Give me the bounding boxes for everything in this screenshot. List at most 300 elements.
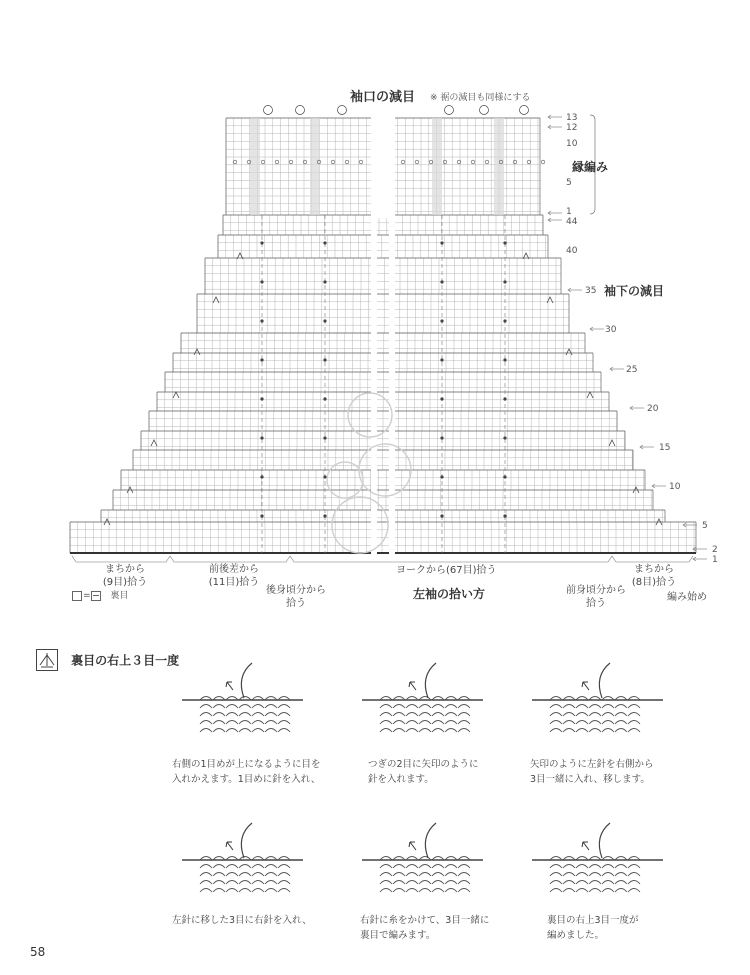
marker-dot <box>440 436 443 439</box>
section-title: 裏目の右上３目一度 <box>71 653 180 668</box>
stitch-loop <box>628 705 640 709</box>
stitch-loop <box>589 705 601 709</box>
row-number: 5 <box>702 521 708 531</box>
stitch-loop <box>265 705 277 709</box>
stitch-loop <box>239 729 251 733</box>
marker-dot <box>440 397 443 400</box>
stitch-loop <box>576 881 588 885</box>
label-line: 前身頃分から <box>566 585 626 596</box>
watermark-yarn-ball <box>327 462 363 498</box>
stitch-loop <box>278 865 290 869</box>
stitch-loop <box>278 729 290 733</box>
stitch-loop <box>419 705 431 709</box>
stitch-loop <box>419 713 431 717</box>
stitch-loop <box>200 705 212 709</box>
stitch-loop <box>602 865 614 869</box>
stitch-loop <box>445 889 457 893</box>
chart-title: 袖口の減目 <box>350 90 416 105</box>
yarn-over-mark <box>401 160 405 164</box>
stitch-loop <box>576 873 588 877</box>
step-4-illustration <box>180 820 305 905</box>
stitch-loop <box>576 721 588 725</box>
working-yarn <box>241 663 252 698</box>
pickup-brace <box>72 556 170 562</box>
stitch-count-marker <box>520 106 529 115</box>
working-yarn <box>241 823 252 858</box>
step-2-caption <box>368 757 479 787</box>
stitch-loop <box>432 713 444 717</box>
working-yarn <box>599 823 610 858</box>
stitch-loop <box>550 705 562 709</box>
empty-square-icon <box>72 591 82 601</box>
stitch-loop <box>380 889 392 893</box>
label-line: 前後差から <box>209 564 259 575</box>
stitch-loop <box>226 889 238 893</box>
row-number: 20 <box>647 404 659 414</box>
caption-line: 矢印のように左針を右側から <box>530 759 654 770</box>
marker-dot <box>260 280 263 283</box>
stitch-loop <box>563 873 575 877</box>
pickup-back-body <box>258 585 334 610</box>
stitch-loop <box>278 713 290 717</box>
caption-line: 左針に移した3目に右針を入れ、 <box>172 915 312 926</box>
stitch-loop <box>432 865 444 869</box>
stitch-loop <box>265 729 277 733</box>
pickup-gusset-right <box>619 564 689 589</box>
step-4-caption <box>172 913 312 928</box>
stitch-loop <box>239 865 251 869</box>
stitch-loop <box>563 721 575 725</box>
stitch-loop <box>432 889 444 893</box>
stitch-loop <box>628 881 640 885</box>
stitch-loop <box>628 721 640 725</box>
stitch-loop <box>550 873 562 877</box>
marker-dot <box>503 475 506 478</box>
stitch-loop <box>615 729 627 733</box>
legend-equals: = <box>83 591 91 601</box>
direction-arrow-icon <box>409 842 416 850</box>
yarn-over-mark <box>275 160 279 164</box>
stitch-loop <box>393 705 405 709</box>
pickup-brace <box>170 556 290 562</box>
stitch-loop <box>628 889 640 893</box>
step-3-caption <box>530 757 654 787</box>
stitch-loop <box>589 889 601 893</box>
marker-dot <box>260 397 263 400</box>
stitch-loop <box>200 721 212 725</box>
decrease-mark <box>609 440 615 446</box>
stitch-loop <box>445 705 457 709</box>
stitch-loop <box>458 873 470 877</box>
label-line: (9目)拾う <box>102 576 148 588</box>
stitch-loop <box>419 865 431 869</box>
row-number: 1 <box>712 555 718 565</box>
stitch-loop <box>458 865 470 869</box>
marker-dot <box>440 280 443 283</box>
pickup-title: 左袖の拾い方 <box>413 587 486 601</box>
stitch-loop <box>406 873 418 877</box>
row-number: 25 <box>626 365 638 375</box>
stitch-loop <box>602 729 614 733</box>
step-1-caption <box>172 757 321 787</box>
decrease-mark <box>173 392 179 398</box>
stitch-loop <box>550 889 562 893</box>
caption-line: 針を入れます。 <box>368 774 434 786</box>
stitch-loop <box>200 713 212 717</box>
yarn-over-mark <box>289 160 293 164</box>
stitch-loop <box>458 729 470 733</box>
decrease-mark <box>194 349 200 355</box>
page-number: 58 <box>30 945 46 959</box>
stitch-loop <box>602 713 614 717</box>
marker-dot <box>440 514 443 517</box>
stitch-loop <box>213 721 225 725</box>
stitch-loop <box>445 729 457 733</box>
row-number: 10 <box>669 482 681 492</box>
working-yarn <box>599 663 610 698</box>
stitch-loop <box>458 713 470 717</box>
stitch-loop <box>432 721 444 725</box>
caption-line: 入れかえます。1目めに針を入れ、 <box>172 774 321 786</box>
stitch-loop <box>265 865 277 869</box>
marker-dot <box>323 436 326 439</box>
marker-dot <box>503 319 506 322</box>
marker-dot <box>323 280 326 283</box>
stitch-loop <box>589 729 601 733</box>
marker-dot <box>260 358 263 361</box>
stitch-loop <box>432 873 444 877</box>
marker-dot <box>323 319 326 322</box>
working-yarn <box>425 663 436 698</box>
stitch-loop <box>419 721 431 725</box>
stitch-loop <box>445 873 457 877</box>
stitch-loop <box>419 889 431 893</box>
stitch-loop <box>252 889 264 893</box>
border-label: 縁編み <box>572 160 609 174</box>
stitch-loop <box>226 721 238 725</box>
legend-label: 裏目 <box>110 591 129 601</box>
stitch-loop <box>406 889 418 893</box>
stitch-loop <box>213 705 225 709</box>
caption-line: 裏目で編みます。 <box>360 930 436 942</box>
stitch-loop <box>226 713 238 717</box>
yarn-over-mark <box>513 160 517 164</box>
marker-dot <box>503 280 506 283</box>
marker-dot <box>503 358 506 361</box>
row-number: 15 <box>659 443 671 453</box>
stitch-loop <box>445 713 457 717</box>
marker-dot <box>440 241 443 244</box>
stitch-loop <box>252 705 264 709</box>
row-number: 12 <box>566 123 578 133</box>
stitch-loop <box>393 729 405 733</box>
row-number: 2 <box>712 545 718 555</box>
stitch-loop <box>576 889 588 893</box>
stitch-loop <box>406 729 418 733</box>
stitch-loop <box>226 881 238 885</box>
stitch-loop <box>589 721 601 725</box>
stitch-loop <box>576 713 588 717</box>
row-number: 30 <box>605 325 617 335</box>
direction-arrow-icon <box>409 682 416 690</box>
stitch-loop <box>550 729 562 733</box>
legend <box>72 588 128 601</box>
stitch-loop <box>380 729 392 733</box>
marker-dot <box>323 475 326 478</box>
stitch-loop <box>278 889 290 893</box>
stitch-loop <box>406 705 418 709</box>
stitch-loop <box>406 865 418 869</box>
row-number: 10 <box>566 139 578 149</box>
label-line: まちから <box>634 564 674 575</box>
stitch-loop <box>602 721 614 725</box>
stitch-loop <box>252 729 264 733</box>
stitch-loop <box>550 865 562 869</box>
stitch-loop <box>200 729 212 733</box>
stitch-loop <box>576 865 588 869</box>
stitch-loop <box>615 713 627 717</box>
stitch-loop <box>602 889 614 893</box>
caption-line: 編めました。 <box>547 930 605 942</box>
caption-line: 3目一緒に入れ、移します。 <box>530 774 650 786</box>
stitch-count-marker <box>338 106 347 115</box>
row-number: 35 <box>585 286 597 296</box>
yarn-over-mark <box>485 160 489 164</box>
stitch-loop <box>563 729 575 733</box>
stitch-loop <box>589 865 601 869</box>
marker-dot <box>323 241 326 244</box>
marker-dot <box>503 514 506 517</box>
caption-line: 右針に糸をかけて、3目一緒に <box>360 915 490 926</box>
stitch-loop <box>200 865 212 869</box>
marker-dot <box>260 436 263 439</box>
stitch-loop <box>239 873 251 877</box>
stitch-loop <box>589 713 601 717</box>
stitch-loop <box>602 705 614 709</box>
label-line: 拾う <box>586 597 606 609</box>
stitch-loop <box>458 721 470 725</box>
stitch-loop <box>393 713 405 717</box>
stitch-loop <box>458 881 470 885</box>
row-number: 1 <box>566 207 572 217</box>
stitch-loop <box>445 881 457 885</box>
stitch-loop <box>432 705 444 709</box>
stitch-loop <box>432 881 444 885</box>
label-line: (11目)拾う <box>208 576 260 588</box>
stitch-loop <box>393 721 405 725</box>
stitch-loop <box>628 873 640 877</box>
label-line: (8目)拾う <box>631 576 677 588</box>
row-number: 40 <box>566 246 578 256</box>
pickup-brace <box>290 556 612 562</box>
marker-dot <box>440 319 443 322</box>
stitch-loop <box>550 713 562 717</box>
stitch-count-marker <box>445 106 454 115</box>
stitch-count-marker <box>480 106 489 115</box>
section-header <box>36 649 179 671</box>
stitch-loop <box>406 721 418 725</box>
stitch-loop <box>239 881 251 885</box>
label-line: 拾う <box>286 597 306 609</box>
yarn-over-mark <box>471 160 475 164</box>
shaded-column <box>494 118 504 215</box>
stitch-loop <box>550 721 562 725</box>
decrease-label: 袖下の減目 <box>604 284 665 298</box>
stitch-loop <box>200 889 212 893</box>
stitch-count-marker <box>296 106 305 115</box>
decrease-mark <box>213 297 219 303</box>
step-6-illustration <box>530 820 665 905</box>
marker-dot <box>323 358 326 361</box>
stitch-loop <box>278 721 290 725</box>
caption-line: つぎの2目に矢印のように <box>368 759 479 770</box>
stitch-loop <box>265 889 277 893</box>
marker-dot <box>323 514 326 517</box>
yarn-over-mark <box>359 160 363 164</box>
label-line: まちから <box>105 564 145 575</box>
direction-arrow-icon <box>226 682 233 690</box>
step-1-illustration <box>180 660 305 745</box>
caption-line: 裏目の右上3目一度が <box>547 915 639 926</box>
stitch-loop <box>458 705 470 709</box>
yarn-over-mark <box>457 160 461 164</box>
stitch-loop <box>615 881 627 885</box>
decrease-mark <box>151 440 157 446</box>
stitch-loop <box>252 881 264 885</box>
stitch-loop <box>226 729 238 733</box>
stitch-loop <box>615 889 627 893</box>
yarn-over-mark <box>415 160 419 164</box>
decrease-mark <box>587 392 593 398</box>
yarn-over-mark <box>331 160 335 164</box>
stitch-loop <box>563 881 575 885</box>
direction-arrow-icon <box>226 842 233 850</box>
yarn-over-mark <box>303 160 307 164</box>
stitch-loop <box>200 873 212 877</box>
stitch-loop <box>393 873 405 877</box>
stitch-loop <box>380 865 392 869</box>
stitch-loop <box>576 705 588 709</box>
step-5-illustration <box>360 820 485 905</box>
stitch-loop <box>213 873 225 877</box>
stitch-loop <box>563 713 575 717</box>
stitch-loop <box>419 873 431 877</box>
marker-dot <box>503 397 506 400</box>
stitch-loop <box>628 729 640 733</box>
stitch-loop <box>380 881 392 885</box>
stitch-loop <box>576 729 588 733</box>
stitch-loop <box>432 729 444 733</box>
stitch-count-marker <box>264 106 273 115</box>
purl-square-icon <box>91 591 101 601</box>
stitch-loop <box>628 865 640 869</box>
stitch-loop <box>213 729 225 733</box>
yarn-over-mark <box>345 160 349 164</box>
stitch-loop <box>406 713 418 717</box>
stitch-loop <box>563 705 575 709</box>
stitch-loop <box>615 873 627 877</box>
stitch-loop <box>252 713 264 717</box>
stitch-loop <box>278 881 290 885</box>
stitch-loop <box>563 889 575 893</box>
step-2-illustration <box>360 660 485 745</box>
row-number: 44 <box>566 217 578 227</box>
stitch-loop <box>226 873 238 877</box>
stitch-loop <box>550 881 562 885</box>
marker-dot <box>503 436 506 439</box>
stitch-loop <box>252 865 264 869</box>
stitch-loop <box>589 873 601 877</box>
start-label: 編み始め <box>667 592 707 603</box>
yarn-over-mark <box>261 160 265 164</box>
stitch-loop <box>419 729 431 733</box>
stitch-loop <box>406 881 418 885</box>
stitch-loop <box>615 865 627 869</box>
stitch-loop <box>213 865 225 869</box>
stitch-loop <box>239 713 251 717</box>
yarn-over-mark <box>443 160 447 164</box>
stitch-loop <box>380 873 392 877</box>
pickup-brace <box>612 556 693 562</box>
stitch-loop <box>265 721 277 725</box>
stitch-loop <box>393 889 405 893</box>
stitch-loop <box>278 705 290 709</box>
stitch-loop <box>265 873 277 877</box>
stitch-loop <box>602 881 614 885</box>
marker-dot <box>440 358 443 361</box>
caption-line: 右側の1目めが上になるように目を <box>172 759 321 770</box>
chart-note: ※ 裾の減目も同様にする <box>430 93 531 103</box>
stitch-loop <box>615 721 627 725</box>
stitch-loop <box>226 865 238 869</box>
shaded-column <box>432 118 442 215</box>
stitch-loop <box>589 881 601 885</box>
marker-dot <box>440 475 443 478</box>
stitch-loop <box>393 865 405 869</box>
purl-right-3-together-symbol-icon <box>36 649 58 671</box>
stitch-loop <box>445 721 457 725</box>
stitch-loop <box>419 881 431 885</box>
stitch-loop <box>458 889 470 893</box>
stitch-loop <box>393 881 405 885</box>
row-number: 5 <box>566 178 572 188</box>
stitch-loop <box>265 713 277 717</box>
marker-dot <box>503 241 506 244</box>
stitch-loop <box>226 705 238 709</box>
marker-dot <box>260 241 263 244</box>
yarn-over-mark <box>541 160 545 164</box>
label-line: 後身頃分から <box>266 585 326 596</box>
stitch-loop <box>265 881 277 885</box>
pickup-gusset-left <box>90 564 160 589</box>
marker-dot <box>323 397 326 400</box>
marker-dot <box>260 319 263 322</box>
stitch-loop <box>213 889 225 893</box>
step-6-caption <box>547 913 639 943</box>
stitch-loop <box>615 705 627 709</box>
stitch-loop <box>252 721 264 725</box>
stitch-loop <box>239 721 251 725</box>
marker-dot <box>260 475 263 478</box>
direction-arrow-icon <box>582 682 589 690</box>
stitch-loop <box>445 865 457 869</box>
direction-arrow-icon <box>582 842 589 850</box>
stitch-loop <box>213 713 225 717</box>
stitch-loop <box>239 705 251 709</box>
stitch-loop <box>628 713 640 717</box>
stitch-loop <box>252 873 264 877</box>
stitch-loop <box>200 881 212 885</box>
